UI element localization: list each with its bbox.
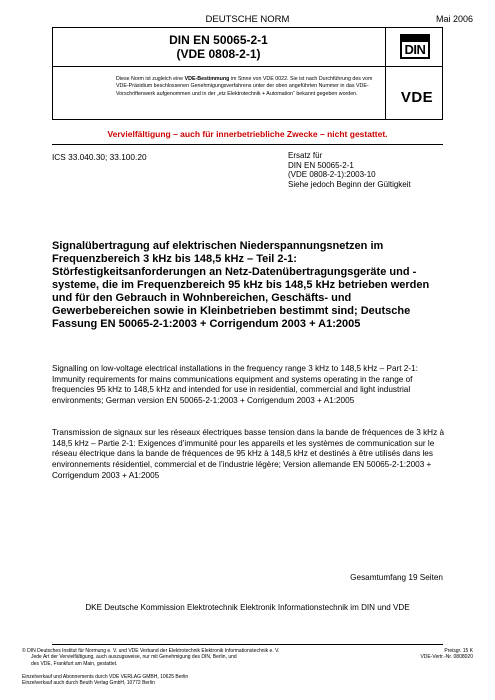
standard-number xyxy=(52,33,385,61)
french-title: Transmission de signaux sur les réseaux électriques basse tension dans la bande de fréquences de 3 kHz à 148,5 kHz – Partie 2-1: Exigences d’immunité pour les appareils et les systèmes de communication sur le réseau électrique dans la bande de fréquences de 95 kHz à 148,5 kHz et destinés à être utilisés dans les environnements résidentiel, commercial et de l’industrie légère; Version allemande EN 50065-2-1:2003 + Corrigendum 2003 + A1:2005 xyxy=(52,428,445,480)
footer-rule xyxy=(52,644,443,645)
din-logo xyxy=(400,34,430,59)
replacement-line: Siehe jedoch Beginn der Gültigkeit xyxy=(288,180,411,190)
vde-notice-bold: VDE-Bestimmung xyxy=(184,76,230,82)
standard-number-din: DIN EN 50065-2-1 xyxy=(169,33,268,47)
publication-date: Mai 2006 xyxy=(435,14,473,24)
english-title: Signalling on low-voltage electrical installations in the frequency range 3 kHz to 148,5 kHz – Part 2-1: Immunity requirements for mains communications equipment and systems operating in the range of frequencies 95 kHz to 148,5 kHz and intended for use in residential, commercial and light industrial environments; German version EN 50065-2-1:2003 + Corrigendum 2003 + A1:2005 xyxy=(52,364,418,406)
price-group: Preisgr. 15 K xyxy=(444,648,473,654)
copy-warning: Vervielfältigung – auch für innerbetriebliche Zwecke – nicht gestattet. xyxy=(107,129,388,139)
vde-logo: VDE xyxy=(400,89,434,106)
vde-notice-pre: Diese Norm ist zugleich eine xyxy=(116,76,185,82)
replacement-line: (VDE 0808-2-1):2003-10 xyxy=(288,170,376,180)
copyright-line: Jede Art der Vervielfältigung, auch auszugsweise, nur mit Genehmigung des DIN, Berlin, und xyxy=(31,654,237,661)
dke-line: DKE Deutsche Kommission Elektrotechnik Elektronik Informationstechnik im DIN und VDE xyxy=(85,603,410,612)
vde-order-number: VDE-Vertr.-Nr. 0808020 xyxy=(420,654,473,661)
sales-info xyxy=(22,674,188,687)
vde-notice-post: im Sinne von VDE 0022. Sie ist nach Durchführung des vom VDE-Präsidium beschlossenen Genehmigungsverfahrens unter der oben angeführten Nummer in das VDE-Vorschriftenwerk aufgenommen und in der „etz Elektrotechnik + Automation“ bekannt gegeben worden. xyxy=(116,76,373,97)
standard-number-vde: (VDE 0808-2-1) xyxy=(176,47,261,61)
ics-codes: ICS 33.040.30; 33.100.20 xyxy=(52,152,147,162)
copyright-notice xyxy=(22,648,427,667)
total-pages: Gesamtumfang 19 Seiten xyxy=(350,573,443,582)
sales-line: Einzelverkauf und Abonnements durch VDE VERLAG GMBH, 10625 Berlin xyxy=(22,674,189,680)
price-info xyxy=(420,648,473,661)
norm-label: DEUTSCHE NORM xyxy=(205,14,290,25)
warning-rule xyxy=(52,144,443,145)
title-box-divider xyxy=(385,28,386,120)
title-box-separator xyxy=(52,66,443,67)
replacement-info xyxy=(288,151,411,190)
copyright-line: des VDE, Frankfurt am Main, gestattet. xyxy=(31,660,118,667)
sales-line: Einzelverkauf auch durch Beuth Verlag GmbH, 10772 Berlin xyxy=(22,680,155,687)
copyright-line: © DIN Deutsches Institut für Normung e. V. und VDE Verband der Elektrotechnik Elektronik Informationstechnik e. V. xyxy=(22,648,280,654)
replacement-line: DIN EN 50065-2-1 xyxy=(288,160,354,170)
replacement-line: Ersatz für xyxy=(288,151,323,160)
din-logo-text: DIN xyxy=(404,42,426,57)
vde-notice xyxy=(116,76,380,98)
german-title: Signalübertragung auf elektrischen Niederspannungsnetzen im Frequenzbereich 3 kHz bis 148,5 kHz – Teil 2-1: Störfestigkeitsanforderungen an Netz-Datenübertragungsgeräte und -systeme, die im Frequenzbereich 95 kHz bis 148,5 kHz betrieben werden und für den Gebrauch in Wohnbereichen, Geschäfts- und Gewerbebereichen sowie in Kleinbetrieben bestimmt sind; Deutsche Fassung EN 50065-2-1:2003 + Corrigendum 2003 + A1:2005 xyxy=(52,240,430,330)
